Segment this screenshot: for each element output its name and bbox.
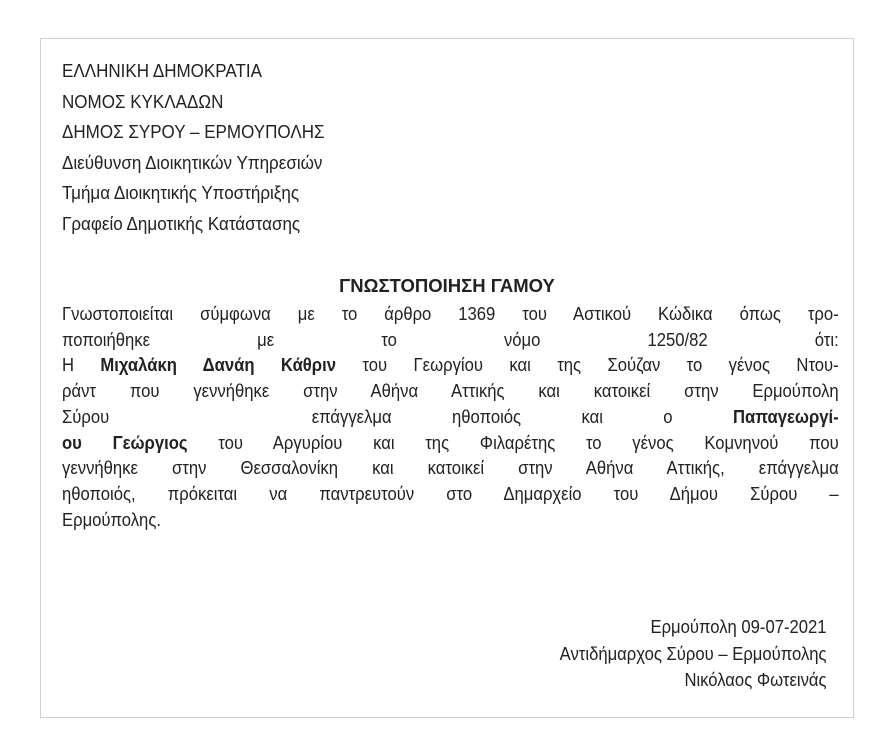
groom-name-part1: Παπαγεωργί- (732, 405, 839, 427)
groom-name-part2: ου Γεώργιος (62, 431, 188, 453)
bride-name: Μιχαλάκη Δανάη Κάθριν (100, 354, 337, 376)
marriage-notice (40, 38, 854, 718)
body-text: Γνωστοποιείται σύμφωνα με το άρθρο 1369 του Αστικού Κώδικα όπως τρο- (62, 303, 839, 324)
header-line-office: Γραφείο Δημοτικής Κατάστασης (62, 212, 301, 234)
body-line (62, 430, 839, 456)
body-text: Σύρου (62, 405, 110, 427)
body-text: του Γεωργίου και της Σούζαν το γένος Ντου- (362, 354, 839, 376)
body-text: επάγγελμα ηθοποιός και ο (311, 405, 673, 427)
issuer-header (62, 56, 325, 239)
body-line (62, 301, 839, 327)
body-text: του Αργυρίου και της Φιλαρέτης το γένος Κομνηνού που (218, 431, 839, 453)
header-line-municipality: ΔΗΜΟΣ ΣΥΡΟΥ – ΕΡΜΟΥΠΟΛΗΣ (62, 121, 325, 142)
body-line (62, 352, 839, 378)
signature-block (560, 614, 827, 694)
header-line-republic: ΕΛΛΗΝΙΚΗ ΔΗΜΟΚΡΑΤΙΑ (62, 60, 262, 81)
body-line (62, 404, 839, 430)
body-text: ηθοποιός, πρόκειται να παντρευτούν στο Δημαρχείο του Δήμου Σύρου – (62, 482, 839, 504)
notice-title: ΓΝΩΣΤΟΠΟΙΗΣΗ ΓΑΜΟΥ (339, 275, 555, 296)
body-line (62, 455, 839, 481)
place-date: Ερμούπολη 09-07-2021 (650, 616, 827, 637)
body-line (62, 481, 839, 507)
signatory-role: Αντιδήμαρχος Σύρου – Ερμούπολης (560, 642, 827, 664)
body-text: ποποιήθηκε με το νόμο 1250/82 ότι: (62, 328, 839, 350)
header-line-directorate: Διεύθυνση Διοικητικών Υπηρεσιών (62, 151, 323, 173)
notice-body (62, 301, 839, 532)
body-line (62, 327, 839, 353)
body-line (62, 378, 839, 404)
body-text: Ερμούπολης. (62, 508, 161, 530)
body-line (62, 507, 839, 533)
body-text: γεννήθηκε στην Θεσσαλονίκη και κατοικεί στην Αθήνα Αττικής, επάγγελμα (62, 457, 839, 479)
body-text: Η (62, 354, 75, 376)
signatory-name: Νικόλαος Φωτεινάς (684, 669, 827, 690)
header-line-department: Τμήμα Διοικητικής Υποστήριξης (62, 182, 300, 203)
header-line-prefecture: ΝΟΜΟΣ ΚΥΚΛΑΔΩΝ (62, 90, 224, 112)
body-text: ράντ που γεννήθηκε στην Αθήνα Αττικής και κατοικεί στην Ερμούπολη (62, 380, 839, 402)
